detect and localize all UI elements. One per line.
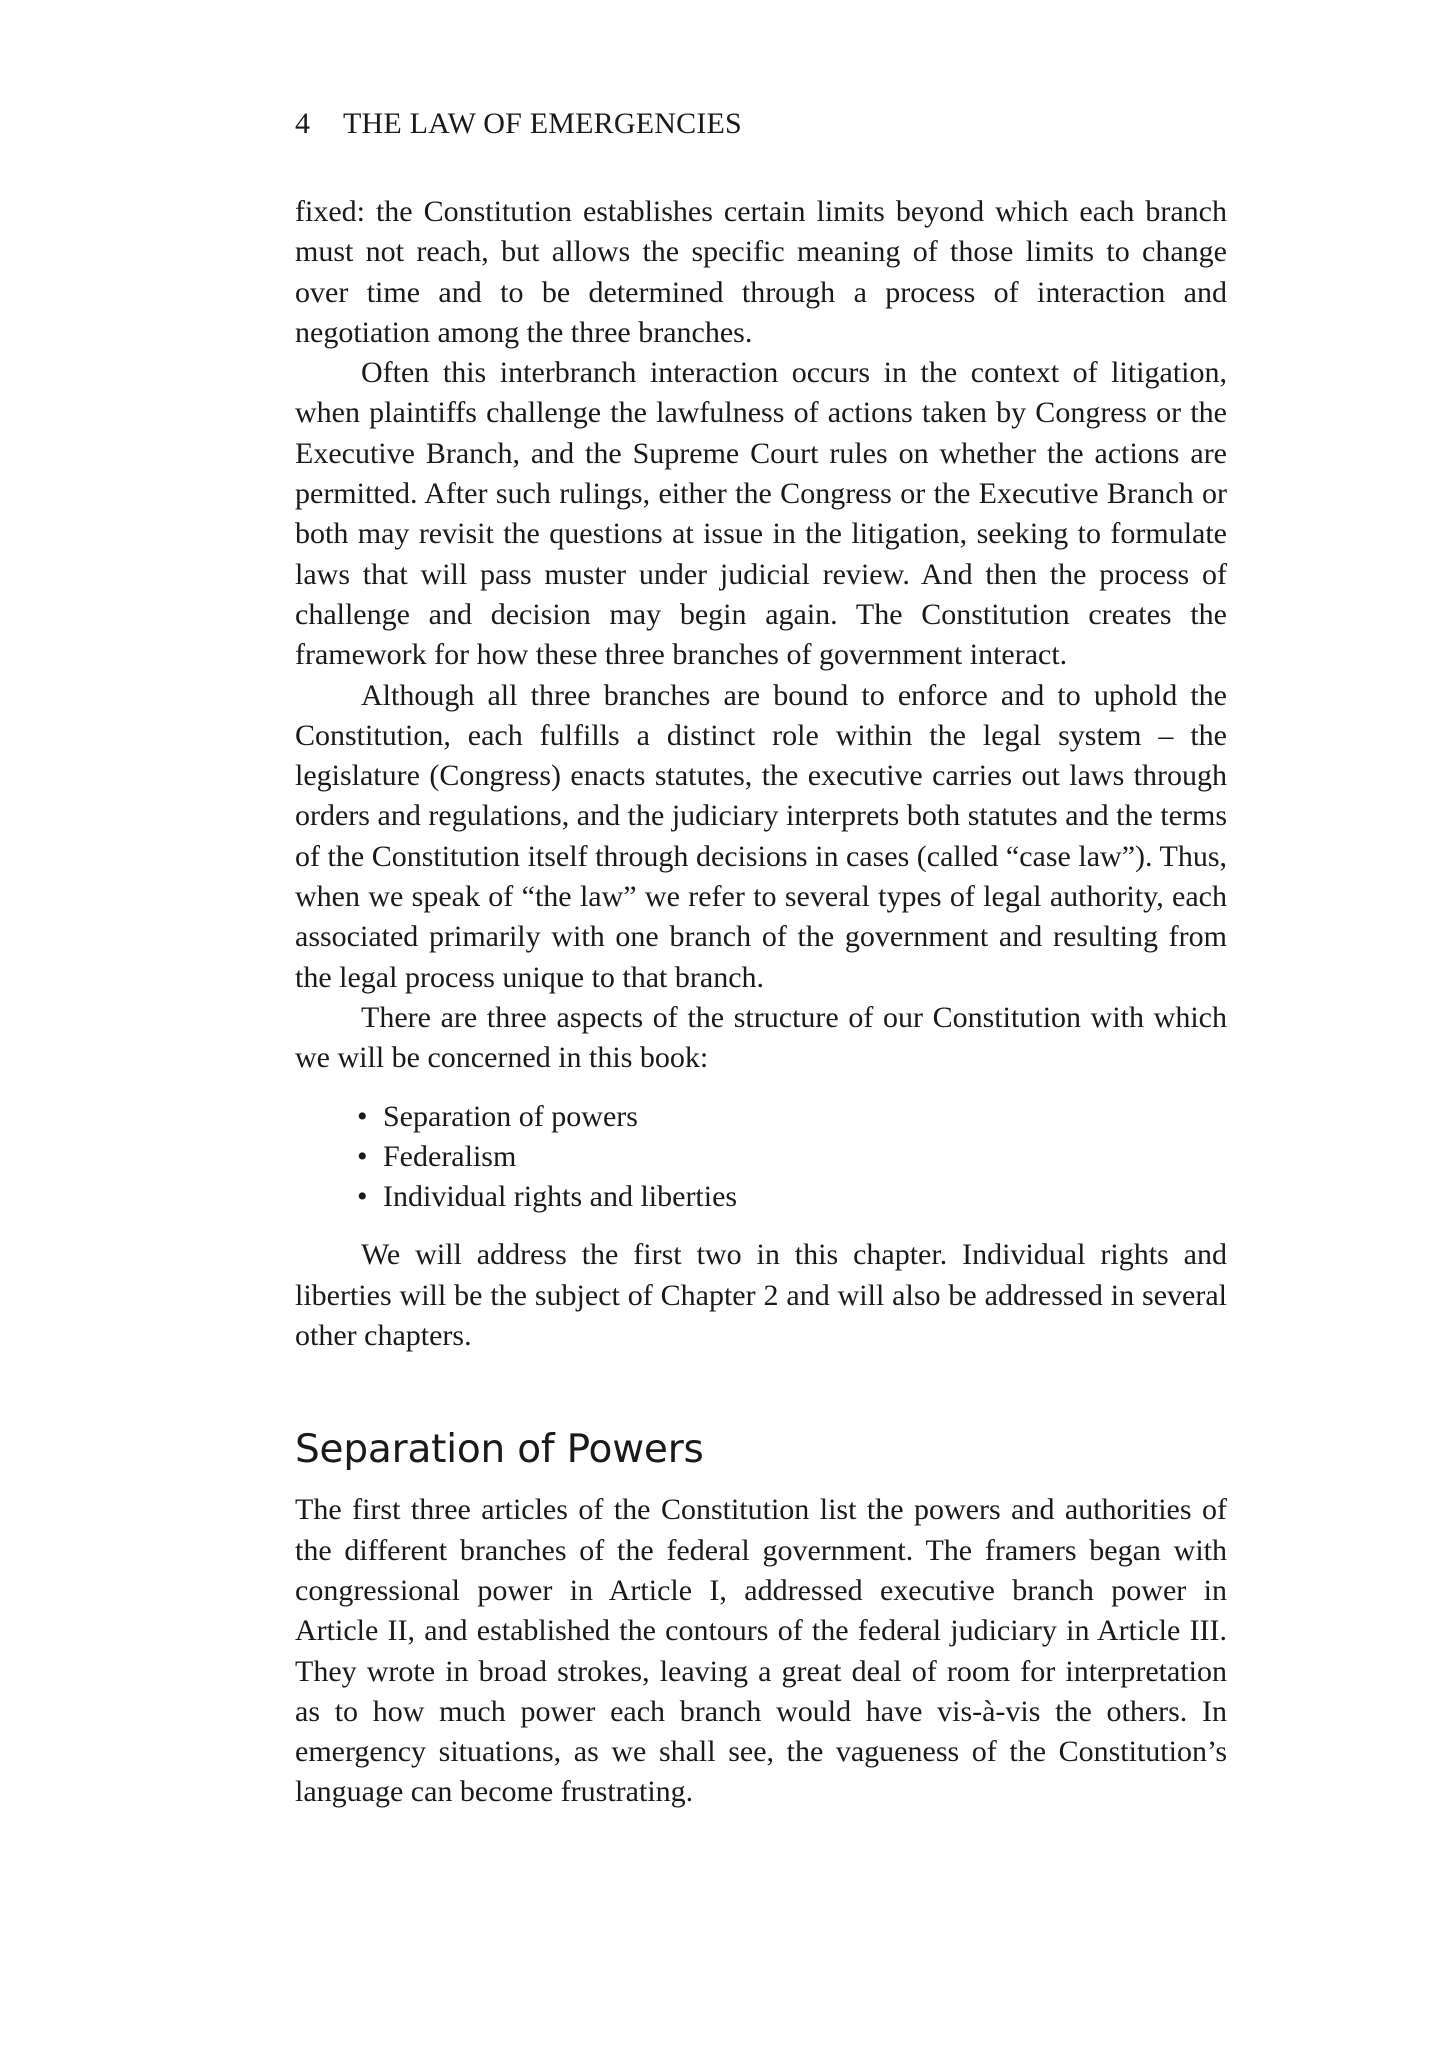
list-item: • Federalism bbox=[357, 1137, 1227, 1177]
section-heading: Separation of Powers bbox=[295, 1427, 704, 1473]
running-title: THE LAW OF EMERGENCIES bbox=[343, 107, 742, 140]
paragraph-three-aspects: There are three aspects of the structure of our Constitution with which we will be concerned in this book: bbox=[295, 1000, 1227, 1075]
list-item: • Individual rights and liberties bbox=[357, 1177, 1227, 1217]
paragraph-continued: fixed: the Constitution establishes certain limits beyond which each branch must not reach, but allows the specific meaning of those limits to change over time and to be determined through a process of interaction and negotiation among the three branches. bbox=[295, 195, 1227, 349]
paragraph-after-list: We will address the first two in this chapter. Individual rights and liberties will be the subject of Chapter 2 and will also be addressed in several other chapters. bbox=[295, 1238, 1227, 1353]
aspects-list bbox=[295, 1097, 1227, 1218]
list-item: • Separation of powers bbox=[357, 1097, 1227, 1137]
running-header bbox=[295, 104, 1227, 144]
paragraph-three-branches-roles: Although all three branches are bound to enforce and to uphold the Constitution, each fulfills a distinct role within the legal system – the legislature (Congress) enacts statutes, the executive carries out laws through orders and regulations, and the judiciary interprets both statutes and the terms of the Constitution itself through decisions in cases (called “case law”). Thus, when we speak of “the law” we refer to several types of legal authority, each associated primarily with one branch of the government and resulting from the legal process unique to that branch. bbox=[295, 678, 1227, 994]
book-page bbox=[295, 104, 1227, 1813]
paragraph-interbranch-interaction: Often this interbranch interaction occurs in the context of litigation, when plaintiffs challenge the lawfulness of actions taken by Congress or the Executive Branch, and the Supreme Court rules on whether the actions are permitted. After such rulings, either the Congress or the Executive Branch or both may revisit the questions at issue in the litigation, seeking to formulate laws that will pass muster under judicial review. And then the process of challenge and decision may begin again. The Constitution creates the framework for how these three branches of government interact. bbox=[295, 356, 1227, 672]
paragraph-separation-of-powers: The first three articles of the Constitution list the powers and authorities of the different branches of the federal government. The framers began with congressional power in Article I, addressed executive branch power in Article II, and established the contours of the federal judiciary in Article III. They wrote in broad strokes, leaving a great deal of room for interpretation as to how much power each branch would have vis-à-vis the others. In emergency situations, as we shall see, the vagueness of the Constitution’s language can become frustrating. bbox=[295, 1493, 1227, 1809]
page-number: 4 bbox=[295, 107, 311, 140]
